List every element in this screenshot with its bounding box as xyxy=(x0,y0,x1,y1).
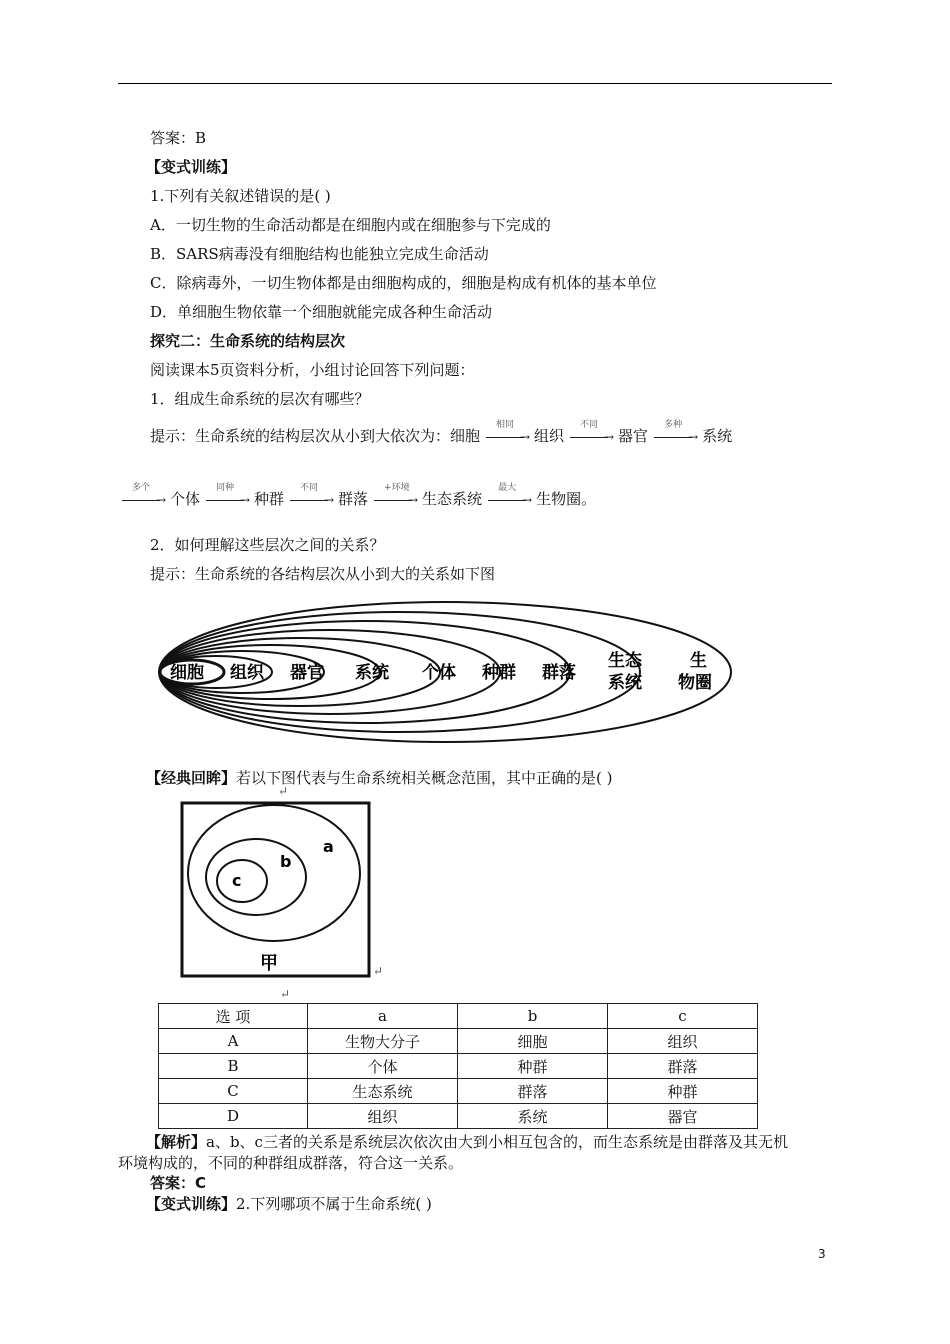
table-cell: 生物大分子 xyxy=(308,1029,458,1054)
ellipse-label-ecosystem-2: 系统 xyxy=(608,673,642,693)
arrow-icon: 相同 → xyxy=(484,427,530,447)
variant-training-2-stem: 2.下列哪项不属于生命系统( ) xyxy=(236,1195,432,1213)
arrow-icon: 同种 → xyxy=(204,490,250,510)
ellipse-label-organ: 器官 xyxy=(290,663,324,683)
circle-label-a: a xyxy=(323,837,334,856)
table-cell: 个体 xyxy=(308,1054,458,1079)
question-1-option-d: D．单细胞生物依靠一个细胞就能完成各种生命活动 xyxy=(150,303,493,321)
level-biosphere: 生物圈。 xyxy=(536,490,597,508)
analysis-line-2: 环境构成的，不同的种群组成群落，符合这一关系。 xyxy=(118,1154,464,1172)
concept-circles-figure xyxy=(170,785,400,1010)
table-cell: 组织 xyxy=(308,1104,458,1129)
table-cell: 群落 xyxy=(608,1054,758,1079)
return-mark-icon: ↵ xyxy=(278,785,289,798)
table-cell: 种群 xyxy=(608,1079,758,1104)
question-1-stem: 1.下列有关叙述错误的是( ) xyxy=(150,187,331,205)
table-cell: 器官 xyxy=(608,1104,758,1129)
analysis-line-1 xyxy=(146,1132,788,1152)
table-row xyxy=(159,1079,758,1104)
table-header-cell: a xyxy=(308,1004,458,1029)
question-1-option-a: A．一切生物的生命活动都是在细胞内或在细胞参与下完成的 xyxy=(150,216,551,234)
ellipse-label-biosphere-1: 生 xyxy=(690,651,707,671)
table-cell: D xyxy=(159,1104,308,1129)
table-row xyxy=(159,1029,758,1054)
ellipse-label-system: 系统 xyxy=(355,663,389,683)
level-organ: 器官 xyxy=(618,427,649,445)
table-cell: 生态系统 xyxy=(308,1079,458,1104)
table-header-cell: 选 项 xyxy=(159,1004,308,1029)
hierarchy-ellipse-diagram xyxy=(150,600,750,750)
table-cell: 组织 xyxy=(608,1029,758,1054)
ellipse-label-community: 群落 xyxy=(542,663,576,683)
circle-label-b: b xyxy=(280,852,292,871)
ellipse-label-individual: 个体 xyxy=(422,663,456,683)
explore-2-intro: 阅读课本5页资料分析，小组讨论回答下列问题： xyxy=(150,361,475,379)
ellipse-label-tissue: 组织 xyxy=(230,663,264,683)
level-cell: 细胞 xyxy=(450,427,481,445)
options-table xyxy=(158,1003,758,1129)
explore-2-hint-2: 提示：生命系统的各结构层次从小到大的关系如下图 xyxy=(150,565,496,583)
explore-2-question-1: 1．组成生命系统的层次有哪些？ xyxy=(150,390,370,408)
analysis-tag: 【解析】 xyxy=(146,1133,207,1151)
classic-review-stem: 若以下图代表与生命系统相关概念范围，其中正确的是( ) xyxy=(236,769,613,787)
arrow-icon: 多种 → xyxy=(652,427,698,447)
return-mark-icon: ↵ xyxy=(280,987,291,1001)
level-community: 群落 xyxy=(338,490,369,508)
table-header-cell: c xyxy=(608,1004,758,1029)
table-cell: 细胞 xyxy=(458,1029,608,1054)
question-1-option-c: C．除病毒外，一切生物体都是由细胞构成的，细胞是构成有机体的基本单位 xyxy=(150,274,657,292)
arrow-icon: 最大 → xyxy=(486,490,532,510)
arrow-icon: 不同 → xyxy=(288,490,334,510)
classic-review-tag: 【经典回眸】 xyxy=(146,769,237,787)
variant-training-heading: 【变式训练】 xyxy=(146,158,237,176)
ellipse-label-ecosystem-1: 生态 xyxy=(608,651,642,671)
table-cell: 种群 xyxy=(458,1054,608,1079)
variant-training-2 xyxy=(146,1194,432,1214)
hierarchy-chain-line-2 xyxy=(116,483,597,510)
ellipse-label-population: 种群 xyxy=(482,663,516,683)
table-header-row xyxy=(159,1004,758,1029)
level-population: 种群 xyxy=(254,490,285,508)
answer-b: 答案：B xyxy=(150,129,207,147)
level-system: 系统 xyxy=(702,427,733,445)
figure-caption: 甲 xyxy=(260,953,278,974)
return-mark-icon: ↵ xyxy=(373,964,384,978)
analysis-text-1: a、b、c三者的关系是系统层次依次由大到小相互包含的，而生态系统是由群落及其无机 xyxy=(206,1133,788,1151)
table-row xyxy=(159,1054,758,1079)
answer-c: 答案：C xyxy=(150,1174,207,1192)
header-rule xyxy=(118,83,832,84)
hint-1-prefix: 提示：生命系统的结构层次从小到大依次为： xyxy=(150,427,451,445)
table-cell: B xyxy=(159,1054,308,1079)
question-1-option-b: B．SARS病毒没有细胞结构也能独立完成生命活动 xyxy=(150,245,489,263)
table-row xyxy=(159,1104,758,1129)
level-tissue: 组织 xyxy=(534,427,565,445)
ellipse-label-biosphere-2: 物圈 xyxy=(678,673,712,693)
variant-training-2-tag: 【变式训练】 xyxy=(146,1195,237,1213)
explore-2-title: 探究二：生命系统的结构层次 xyxy=(150,332,346,350)
hierarchy-chain-line-1 xyxy=(150,420,733,447)
circle-label-c: c xyxy=(232,871,242,890)
level-individual: 个体 xyxy=(170,490,201,508)
table-cell: 系统 xyxy=(458,1104,608,1129)
ellipse-label-cell: 细胞 xyxy=(170,663,204,683)
explore-2-question-2: 2．如何理解这些层次之间的关系？ xyxy=(150,536,385,554)
arrow-icon: +环境 → xyxy=(372,490,418,510)
level-ecosystem: 生态系统 xyxy=(422,490,483,508)
arrow-icon: 多个 → xyxy=(120,490,166,510)
table-cell: 群落 xyxy=(458,1079,608,1104)
page-number: 3 xyxy=(818,1247,826,1261)
table-cell: C xyxy=(159,1079,308,1104)
table-header-cell: b xyxy=(458,1004,608,1029)
table-cell: A xyxy=(159,1029,308,1054)
arrow-icon: 不同 → xyxy=(568,427,614,447)
